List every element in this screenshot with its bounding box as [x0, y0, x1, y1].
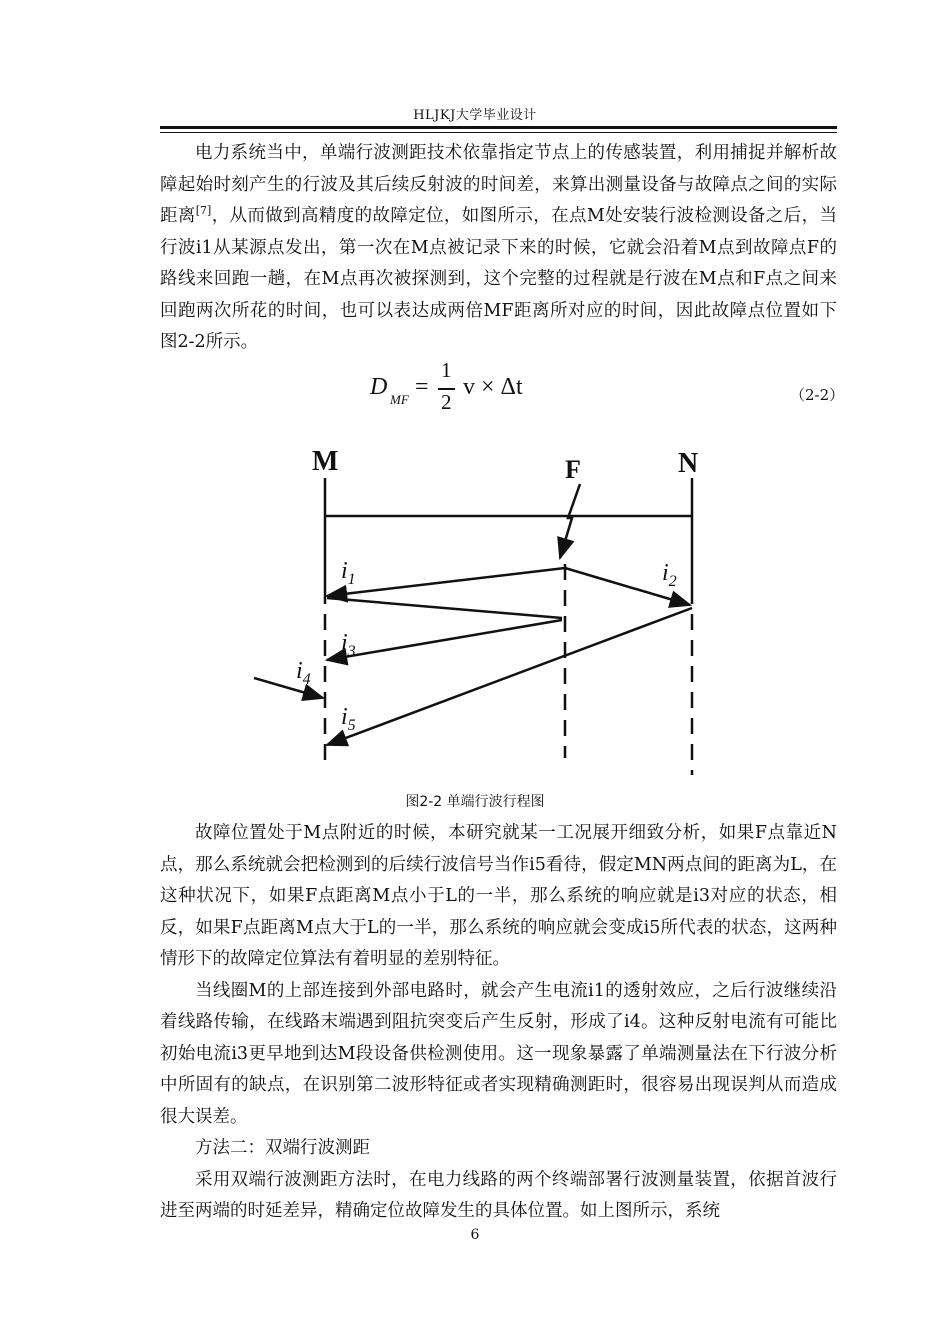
paragraph: 故障位置处于M点附近的时候，本研究就某一工况展开细致分析，如果F点靠近N点，那么系统就会把检测到的后续行波信号当作i5看待，假定MN两点间的距离为L，在这种状况下，如果F点距离M点小于L的一半，那么系统的响应就是i3对应的状态，相反，如果F点距离M点大于L的一半，那么系统的响应就会变成i5所代表的状态，这两种情形下的故障定位算法有着明显的差别特征。 [160, 823, 837, 969]
wave-i3 [327, 620, 562, 660]
label-i3: i [341, 630, 348, 656]
paragraph: 当线圈M的上部连接到外部电路时，就会产生电流i1的透射效应，之后行波继续沿着线路传输，在线路末端遇到阻抗突变后产生反射，形成了i4。这种反射电流有可能比初始电流i3更早地到达M段设备供检测使用。这一现象暴露了单端测量法在下行波分析中所固有的缺点，在识别第二波形特征或者实现精确测距时，很容易出现误判从而造成很大误差。 [160, 980, 837, 1127]
figure-caption: 图2-2 单端行波行程图 [405, 794, 545, 810]
label-m: M [312, 446, 339, 477]
paragraph: 电力系统当中，单端行波测距技术依靠指定节点上的传感装置，利用捕捉并解析故障起始时刻产生的行波及其后续反射波的时间差，来算出测量设备与故障点之间的实际距离[7]，从而做到高精度的故障定位，如图所示，在点M处安装行波检测设备之后，当行波i1从某源点发出，第一次在M点被记录下来的时候，它就会沿着M点到故障点F的路线来回跑一趟，在M点再次被探测到，这个完整的过程就是行波在M点和F点之间来回跑两次所花的时间，也可以表达成两倍MF距离所对应的时间，因此故障点位置如下图2-2所示。 [160, 143, 837, 352]
label-i2: i [662, 560, 669, 586]
label-i4: i [296, 658, 303, 684]
formula-denominator: 2 [441, 390, 452, 414]
formula-subscript: MF [390, 392, 409, 407]
label-f: F [565, 455, 581, 484]
equation-number: （2-2） [790, 386, 845, 404]
svg-text:i4: $i_4$ [296, 658, 311, 688]
formula-numerator: 1 [441, 358, 452, 382]
header-rule-thick [160, 126, 837, 129]
formula-equals: = [415, 374, 429, 400]
formula-d: D [370, 374, 388, 400]
citation: [7] [195, 204, 212, 218]
body-text-bottom [160, 818, 837, 1228]
traveling-wave-diagram [240, 440, 740, 780]
svg-text:i1: $i_1$ [341, 558, 356, 588]
svg-text:i3: $i_3$ [341, 630, 356, 660]
label-i1: i [341, 558, 348, 584]
equation-2-2 [370, 358, 570, 422]
body-text-top [160, 138, 837, 359]
page-header: HLJKJ大学毕业设计 [413, 108, 537, 123]
paragraph: 采用双端行波测距方法时，在电力线路的两个终端部署行波测量装置，依据首波行进至两端的时延差异，精确定位故障发生的具体位置。如上图所示，系统 [160, 1169, 837, 1221]
svg-text:i5: $i_5$ [341, 704, 356, 734]
fault-lightning-arrow [560, 484, 580, 558]
label-n: N [678, 448, 699, 479]
wave-i4 [254, 678, 323, 698]
label-i5: i [341, 704, 348, 730]
svg-text:i2: $i_2$ [662, 560, 677, 590]
formula-rest: v × Δt [463, 374, 523, 400]
wave-i1 [327, 568, 565, 596]
wave-reflect-m [327, 598, 562, 618]
page-number: 6 [470, 1227, 480, 1243]
section-heading: 方法二：双端行波测距 [195, 1138, 370, 1158]
header-rule-thin [160, 132, 837, 133]
